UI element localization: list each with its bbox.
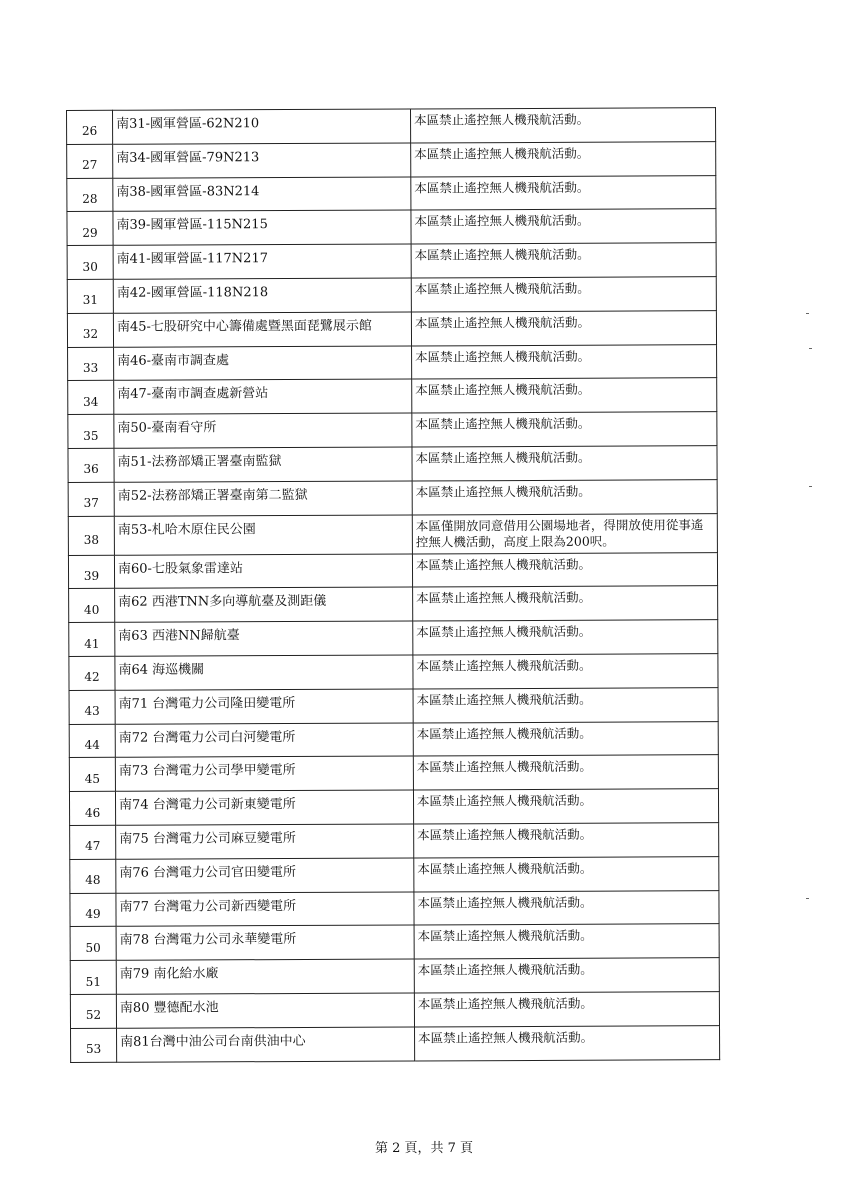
row-number: 51 <box>70 960 116 994</box>
scan-speck <box>806 313 809 314</box>
location-name: 南63 西港NN歸航臺 <box>115 621 413 656</box>
table-row <box>69 620 718 657</box>
rule-text: 本區禁止遙控無人機飛航活動。 <box>412 446 717 481</box>
location-name: 南46-臺南市調查處 <box>114 346 412 381</box>
rule-text: 本區禁止遙控無人機飛航活動。 <box>411 209 716 244</box>
rule-text: 本區禁止遙控無人機飛航活動。 <box>410 108 715 143</box>
scan-speck <box>809 348 812 349</box>
rule-text: 本區禁止遙控無人機飛航活動。 <box>413 654 718 689</box>
rule-text: 本區禁止遙控無人機飛航活動。 <box>412 344 717 379</box>
rule-text: 本區禁止遙控無人機飛航活動。 <box>415 1025 720 1060</box>
location-name: 南64 海巡機關 <box>115 655 413 690</box>
table-row <box>68 412 717 449</box>
location-name: 南31-國軍營區-62N210 <box>113 109 411 144</box>
row-number: 38 <box>68 516 114 555</box>
row-number: 52 <box>70 994 116 1028</box>
table-row <box>67 310 716 347</box>
rule-text: 本區禁止遙控無人機飛航活動。 <box>413 721 718 756</box>
rule-text: 本區僅開放同意借用公園場地者，得開放使用從事遙控無人機活動，高度上限為200呎。 <box>412 513 717 553</box>
row-number: 44 <box>69 724 115 758</box>
table-row <box>70 856 719 893</box>
table-row <box>68 378 717 415</box>
row-number: 29 <box>67 212 113 246</box>
row-number: 47 <box>70 825 116 859</box>
table-row <box>70 924 719 961</box>
row-number: 39 <box>68 555 114 589</box>
location-name: 南71 台灣電力公司隆田變電所 <box>115 689 413 724</box>
row-number: 27 <box>67 144 113 178</box>
rule-text: 本區禁止遙控無人機飛航活動。 <box>412 412 717 447</box>
location-name: 南38-國軍營區-83N214 <box>113 177 411 212</box>
rule-text: 本區禁止遙控無人機飛航活動。 <box>414 924 719 959</box>
table-row <box>69 586 718 623</box>
location-name: 南51-法務部矯正署臺南監獄 <box>114 447 412 482</box>
page-footer: 第 2 頁，共 7 頁 <box>374 1141 474 1156</box>
rule-text: 本區禁止遙控無人機飛航活動。 <box>413 620 718 655</box>
table-row <box>70 890 719 927</box>
row-number: 34 <box>68 381 114 415</box>
table-row <box>71 1025 720 1062</box>
table-row <box>67 141 716 178</box>
row-number: 50 <box>70 927 116 961</box>
location-name: 南73 台灣電力公司學甲變電所 <box>115 756 413 791</box>
rule-text: 本區禁止遙控無人機飛航活動。 <box>412 552 717 587</box>
location-name: 南79 南化給水廠 <box>116 959 414 994</box>
rule-text: 本區禁止遙控無人機飛航活動。 <box>411 243 716 278</box>
table-row <box>70 823 719 860</box>
table-row <box>69 789 718 826</box>
table-row <box>67 243 716 280</box>
rule-text: 本區禁止遙控無人機飛航活動。 <box>412 479 717 514</box>
row-number: 40 <box>69 589 115 623</box>
table-row <box>70 958 719 995</box>
rule-text: 本區禁止遙控無人機飛航活動。 <box>414 856 719 891</box>
location-name: 南39-國軍營區-115N215 <box>113 210 411 245</box>
table-row <box>68 479 717 516</box>
rule-text: 本區禁止遙控無人機飛航活動。 <box>413 586 718 621</box>
location-name: 南81台灣中油公司台南供油中心 <box>117 1027 415 1062</box>
location-name: 南80 豐德配水池 <box>116 993 414 1028</box>
location-name: 南75 台灣電力公司麻豆變電所 <box>116 824 414 859</box>
location-name: 南34-國軍營區-79N213 <box>113 143 411 178</box>
rule-text: 本區禁止遙控無人機飛航活動。 <box>413 789 718 824</box>
table-row <box>67 175 716 212</box>
table-row <box>69 687 718 724</box>
table-row <box>69 755 718 792</box>
row-number: 30 <box>67 245 113 279</box>
location-name: 南42-國軍營區-118N218 <box>113 278 411 313</box>
table-row <box>68 446 717 483</box>
row-number: 46 <box>69 791 115 825</box>
rule-text: 本區禁止遙控無人機飛航活動。 <box>414 958 719 993</box>
location-name: 南76 台灣電力公司官田變電所 <box>116 858 414 893</box>
rule-text: 本區禁止遙控無人機飛航活動。 <box>411 277 716 312</box>
rule-text: 本區禁止遙控無人機飛航活動。 <box>414 992 719 1027</box>
location-name: 南45-七股研究中心籌備處暨黑面琵鷺展示館 <box>113 312 411 347</box>
location-name: 南53-札哈木原住民公園 <box>114 515 412 555</box>
scan-speck <box>809 486 812 487</box>
row-number: 33 <box>68 347 114 381</box>
location-name: 南74 台灣電力公司新東變電所 <box>115 790 413 825</box>
rule-text: 本區禁止遙控無人機飛航活動。 <box>414 823 719 858</box>
row-number: 53 <box>71 1028 117 1062</box>
table-row <box>68 513 717 555</box>
location-name: 南41-國軍營區-117N217 <box>113 244 411 279</box>
table-row <box>68 344 717 381</box>
table-row <box>67 108 716 145</box>
row-number: 45 <box>69 758 115 792</box>
row-number: 37 <box>68 482 114 516</box>
table-row <box>67 277 716 314</box>
row-number: 41 <box>69 622 115 656</box>
table-row <box>68 552 717 589</box>
row-number: 36 <box>68 448 114 482</box>
row-number: 43 <box>69 690 115 724</box>
row-number: 35 <box>68 414 114 448</box>
row-number: 49 <box>70 893 116 927</box>
location-name: 南50-臺南看守所 <box>114 413 412 448</box>
rule-text: 本區禁止遙控無人機飛航活動。 <box>412 378 717 413</box>
row-number: 42 <box>69 656 115 690</box>
table-row <box>69 721 718 758</box>
rule-text: 本區禁止遙控無人機飛航活動。 <box>413 687 718 722</box>
row-number: 28 <box>67 178 113 212</box>
location-name: 南78 台灣電力公司永華變電所 <box>116 925 414 960</box>
location-name: 南52-法務部矯正署臺南第二監獄 <box>114 481 412 516</box>
table-row <box>69 654 718 691</box>
location-name: 南62 西港TNN多向導航臺及測距儀 <box>115 587 413 622</box>
location-name: 南72 台灣電力公司白河變電所 <box>115 723 413 758</box>
table-body <box>67 108 720 1062</box>
row-number: 26 <box>67 110 113 144</box>
rule-text: 本區禁止遙控無人機飛航活動。 <box>414 890 719 925</box>
rule-text: 本區禁止遙控無人機飛航活動。 <box>411 175 716 210</box>
scan-speck <box>806 898 809 899</box>
row-number: 31 <box>67 279 113 313</box>
restricted-area-table <box>66 107 720 1062</box>
row-number: 32 <box>67 313 113 347</box>
location-name: 南77 台灣電力公司新西變電所 <box>116 892 414 927</box>
table-row <box>67 209 716 246</box>
rule-text: 本區禁止遙控無人機飛航活動。 <box>411 310 716 345</box>
location-name: 南60-七股氣象雷達站 <box>114 554 412 589</box>
rule-text: 本區禁止遙控無人機飛航活動。 <box>413 755 718 790</box>
table-row <box>70 992 719 1029</box>
location-name: 南47-臺南市調查處新營站 <box>114 379 412 414</box>
rule-text: 本區禁止遙控無人機飛航活動。 <box>411 141 716 176</box>
row-number: 48 <box>70 859 116 893</box>
